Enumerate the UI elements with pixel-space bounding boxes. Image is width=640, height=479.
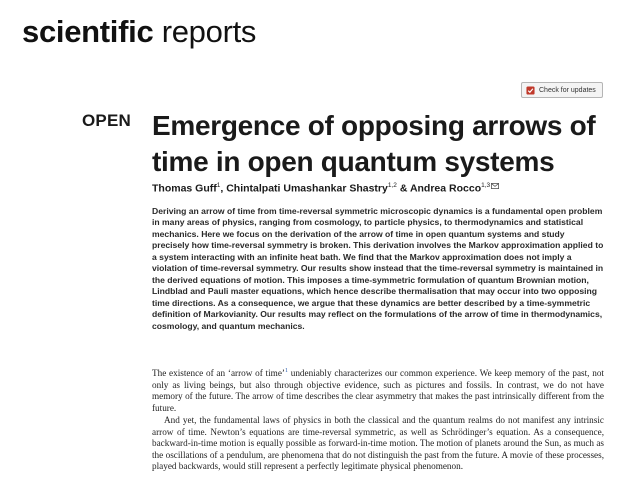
author-affiliation: 1,2 (387, 182, 397, 189)
author-affiliation: 1,3 (481, 182, 491, 189)
abstract: Deriving an arrow of time from time-reversal symmetric microscopic dynamics is a fundamental open problem in many areas of physics, ranging from cosmology, to particle physics, to thermodynamics and statistical mechanics. Here we focus on the derivation of the arrow of time in open quantum systems and study precisely how time-reversal symmetry is broken. This derivation involves the Markov approximation applied to a system interacting with an infinite heat bath. We find that the Markov approximation does not imply a violation of time-reversal symmetry. Our results show instead that the time-reversal symmetry is maintained in the derived equations of motion. This imposes a time-symmetric formulation of quantum Brownian motion, Lindblad and Pauli master equations, which hence describe thermalisation that may occur into two opposing time directions. As a consequence, we argue that these dynamics are better described by a time-symmetric definition of Markovianity. Our results may reflect on the formulations of the arrow of time in thermodynamics, cosmology, and quantum mechanics. (152, 206, 604, 331)
author-separator: & (396, 182, 410, 195)
open-access-label: OPEN (82, 111, 131, 130)
author-separator: , (220, 182, 227, 195)
check-updates-icon (526, 86, 535, 95)
author-name[interactable]: Thomas Guff (152, 182, 217, 195)
article-title: Emergence of opposing arrows of time in open quantum systems (152, 110, 596, 177)
body-paragraph (152, 366, 604, 414)
body-text: The existence of an ‘arrow of time’ (152, 368, 285, 379)
author-affiliation: 1 (216, 182, 221, 189)
author-name[interactable]: Chintalpati Umashankar Shastry (226, 182, 388, 195)
reference-link[interactable]: 1 (284, 368, 288, 374)
article-body (152, 366, 604, 473)
body-paragraph: And yet, the fundamental laws of physics in both the classical and the quantum realms do not manifest any intrinsic arrow of time. Newton’s equations are time-reversal symmetric, as well as Schrödinger’s equation. As a consequence, backward-in-time motion is equally possible as forward-in-time motion. The motion of planets around the Sun, as much as the oscillations of a pendulum, are phenomena that do not distinguish the past from the future. A movie of these processes, played backwards, would still represent a perfectly legitimate physical phenomenon. (152, 414, 604, 472)
author-name[interactable]: Andrea Rocco (409, 182, 482, 195)
author-list (152, 182, 499, 195)
journal-name-regular: reports (161, 14, 257, 49)
journal-logo[interactable] (22, 14, 256, 50)
journal-name-bold: scientific (22, 14, 154, 49)
body-text: undeniably characterizes our common experience. We keep memory of the past, not only as living beings, but also through objective evidence, such as pictures and fossils. In contrast, we do not have memory of the future. The arrow of time describes the clear asymmetry that makes the past intrinsically different from the future. (152, 368, 604, 413)
envelope-icon[interactable] (491, 183, 499, 189)
check-for-updates-label: Check for updates (539, 86, 596, 94)
check-for-updates-button[interactable] (521, 82, 603, 98)
